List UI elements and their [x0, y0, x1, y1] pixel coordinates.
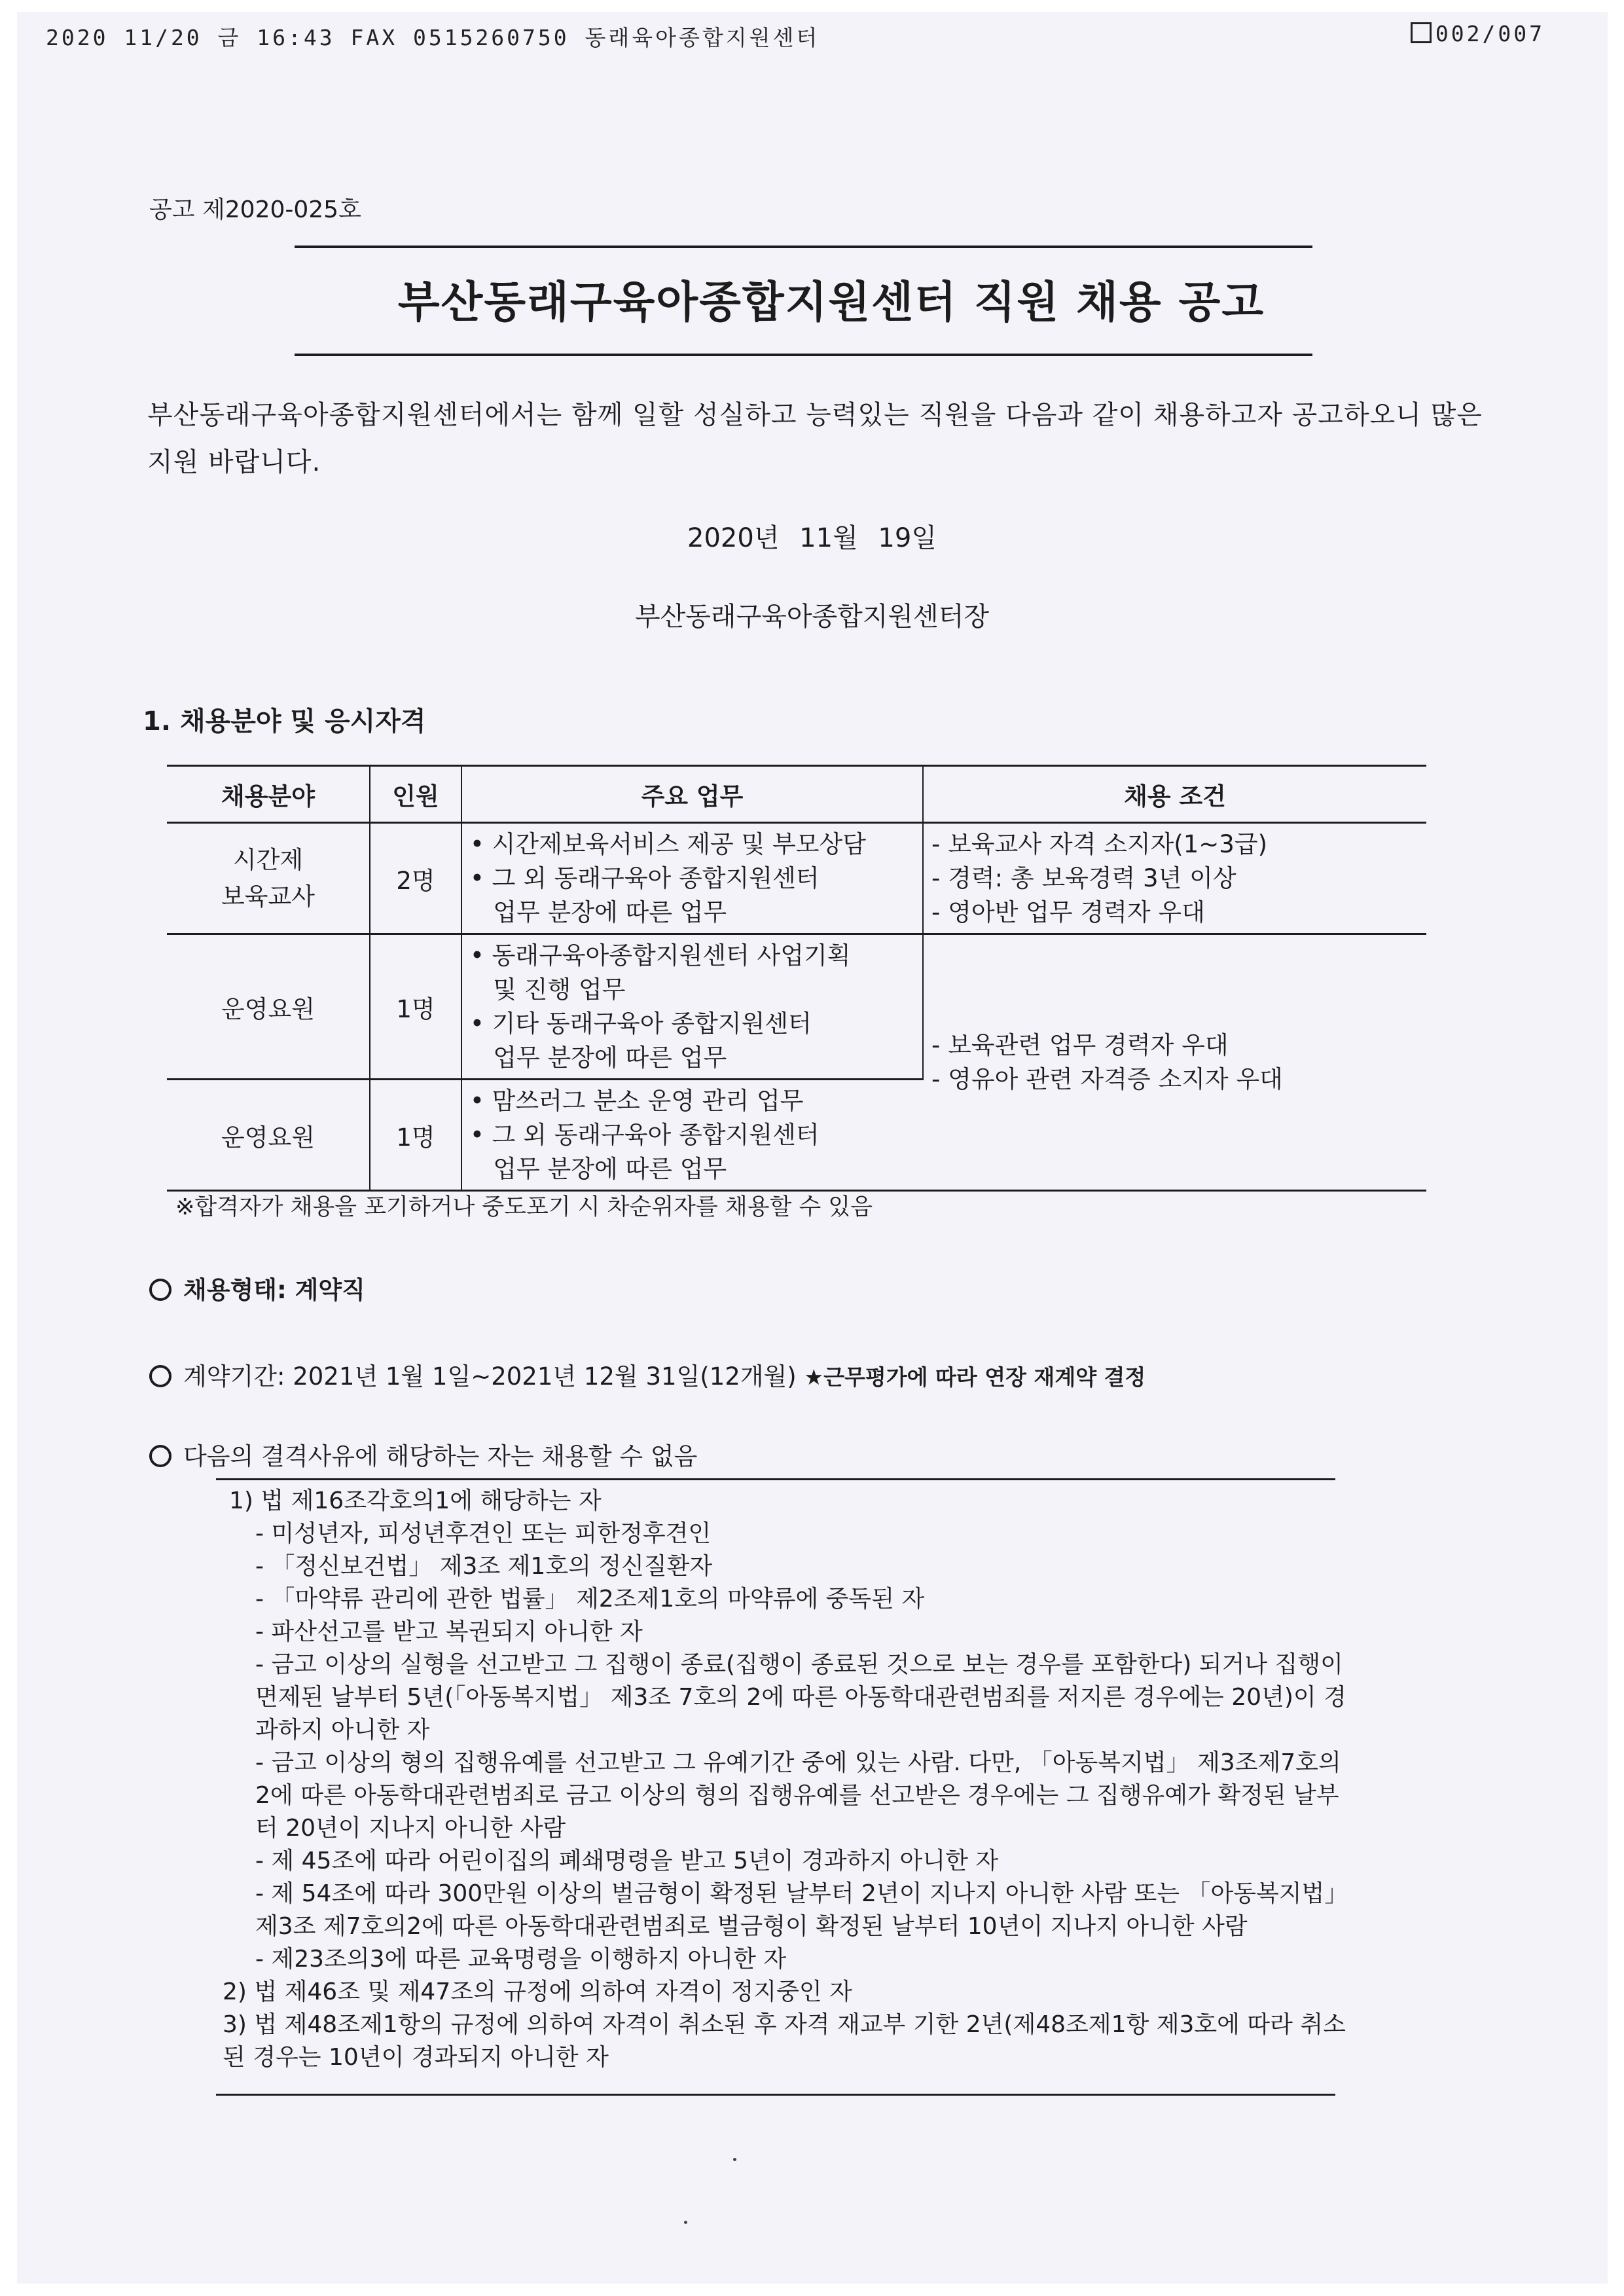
fax-page-number: 002/007	[1435, 21, 1545, 46]
intro-text: 부산동래구육아종합지원센터에서는 함께 일할 성실하고 능력있는 직원을 다음과 같이 채용하고자 공고하오니 많은 지원 바랍니다.	[147, 400, 1483, 477]
contract-period-value: 2021년 1월 1일~2021년 12월 31일(12개월)	[293, 1362, 797, 1391]
duty-item: • 그 외 동래구육아 종합지원센터 업무 분장에 따른 업무	[470, 864, 820, 926]
contract-period-label: 계약기간:	[183, 1362, 285, 1391]
duty-item: • 기타 동래구육아 종합지원센터 업무 분장에 따른 업무	[470, 1009, 812, 1072]
conditions-cell	[923, 823, 1426, 934]
fax-page-counter	[1411, 21, 1545, 46]
duty-item: • 그 외 동래구육아 종합지원센터 업무 분장에 따른 업무	[470, 1120, 820, 1183]
conditions-cell	[923, 934, 1426, 1191]
duties-cell	[461, 1080, 923, 1191]
circle-bullet-icon	[149, 1445, 171, 1467]
disqualification-heading: 다음의 결격사유에 해당하는 자는 채용할 수 없음	[183, 1442, 698, 1470]
disqualification-list	[223, 1485, 1355, 2074]
duty-item: • 시간제보육서비스 제공 및 부모상담	[470, 829, 866, 858]
list-item: - 「마약류 관리에 관한 법률」 제2조제1호의 마약류에 중독된 자	[255, 1586, 925, 1613]
title-rule-bottom	[295, 354, 1312, 356]
title-rule-top	[295, 246, 1312, 248]
disqualification-heading-line	[149, 1436, 697, 1472]
field-cell: 운영요원	[167, 1080, 370, 1191]
count-cell: 1명	[370, 1080, 461, 1191]
scan-speck	[684, 2221, 687, 2224]
duties-cell	[461, 934, 923, 1080]
column-header: 채용 조건	[923, 766, 1426, 823]
count-cell: 2명	[370, 823, 461, 934]
contract-period-line	[149, 1357, 1146, 1392]
column-header: 주요 업무	[461, 766, 923, 823]
page-title: 부산동래구육아종합지원센터 직원 채용 공고	[397, 277, 1265, 327]
circle-bullet-icon	[149, 1279, 171, 1301]
table-header-row	[167, 766, 1426, 823]
contract-period-note: ★근무평가에 따라 연장 재계약 결정	[804, 1364, 1146, 1390]
list-item: - 제23조의3에 따른 교육명령을 이행하지 아니한 자	[255, 1946, 787, 1973]
disq-rule-top	[216, 1478, 1335, 1480]
circle-bullet-icon	[149, 1365, 171, 1387]
scan-speck	[733, 2158, 736, 2161]
recruitment-table	[167, 765, 1426, 1192]
list-item: - 파산선고를 받고 복권되지 아니한 자	[255, 1618, 643, 1645]
fax-header	[46, 21, 1545, 52]
condition-item: - 경력: 총 보육경력 3년 이상	[931, 864, 1236, 892]
list-item: - 제 54조에 따라 300만원 이상의 벌금형이 확정된 날부터 2년이 지나지 아니한 사람 또는 「아동복지법」 제3조 제7호의2에 따른 아동학대관련범죄로 벌금형이 확정된 날부터 10년이 지나지 아니한 사람	[255, 1880, 1348, 1940]
table-footnote: ※합격자가 채용을 포기하거나 중도포기 시 차순위자를 채용할 수 있음	[175, 1194, 873, 1220]
list-item: 3) 법 제48조제1항의 규정에 의하여 자격이 취소된 후 자격 재교부 기한 2년(제48조제1항 제3호에 따라 취소된 경우는 10년이 경과되지 아니한 자	[223, 2011, 1346, 2071]
list-item: - 금고 이상의 실형을 선고받고 그 집행이 종료(집행이 종료된 것으로 보는 경우를 포함한다) 되거나 집행이 면제된 날부터 5년(「아동복지법」 제3조 7호의 2에 따른 아동학대관련범죄를 저지른 경우에는 20년)이 경과하지 아니한 자	[255, 1651, 1346, 1743]
employment-type: 채용형태: 계약직	[183, 1276, 365, 1304]
duty-item: • 맘쓰러그 분소 운영 관리 업무	[470, 1086, 804, 1115]
field-cell: 시간제 보육교사	[167, 823, 370, 934]
list-item: - 제 45조에 따라 어린이집의 폐쇄명령을 받고 5년이 경과하지 아니한 자	[255, 1848, 999, 1874]
duties-cell	[461, 823, 923, 934]
fax-header-info: 2020 11/20 금 16:43 FAX 0515260750 동래육아종합지원센터	[46, 25, 820, 50]
disq-rule-bottom	[216, 2094, 1335, 2096]
list-item: 1) 법 제16조각호의1에 해당하는 자	[229, 1487, 602, 1514]
fax-checkbox-icon	[1411, 22, 1432, 43]
condition-item: - 영유아 관련 자격증 소지자 우대	[931, 1065, 1283, 1093]
employment-type-line	[149, 1270, 365, 1305]
condition-item: - 보육관련 업무 경력자 우대	[931, 1030, 1229, 1059]
list-item: - 「정신보건법」 제3조 제1호의 정신질환자	[255, 1553, 713, 1580]
column-header: 인원	[370, 766, 461, 823]
list-item: - 미성년자, 피성년후견인 또는 피한정후견인	[255, 1520, 712, 1547]
field-cell: 운영요원	[167, 934, 370, 1080]
list-item: 2) 법 제46조 및 제47조의 규정에 의하여 자격이 정지중인 자	[223, 1978, 852, 2005]
table-row	[167, 934, 1426, 1080]
section-heading: 1. 채용분야 및 응시자격	[143, 706, 426, 737]
notice-number: 공고 제2020-025호	[149, 196, 361, 223]
condition-item: - 보육교사 자격 소지자(1~3급)	[931, 829, 1268, 858]
list-item: - 금고 이상의 형의 집행유예를 선고받고 그 유예기간 중에 있는 사람. 다만, 「아동복지법」 제3조제7호의2에 따른 아동학대관련범죄로 금고 이상의 형의 집행유예를 선고받은 경우에는 그 집행유예가 확정된 날부터 20년이 지나지 아니한 사람	[255, 1749, 1341, 1842]
duty-item: • 동래구육아종합지원센터 사업기획 및 진행 업무	[470, 941, 851, 1004]
issuer: 부산동래구육아종합지원센터장	[635, 602, 989, 632]
count-cell: 1명	[370, 934, 461, 1080]
column-header: 채용분야	[167, 766, 370, 823]
condition-item: - 영아반 업무 경력자 우대	[931, 898, 1205, 926]
notice-date: 2020년 11월 19일	[687, 523, 937, 553]
table-row	[167, 823, 1426, 934]
